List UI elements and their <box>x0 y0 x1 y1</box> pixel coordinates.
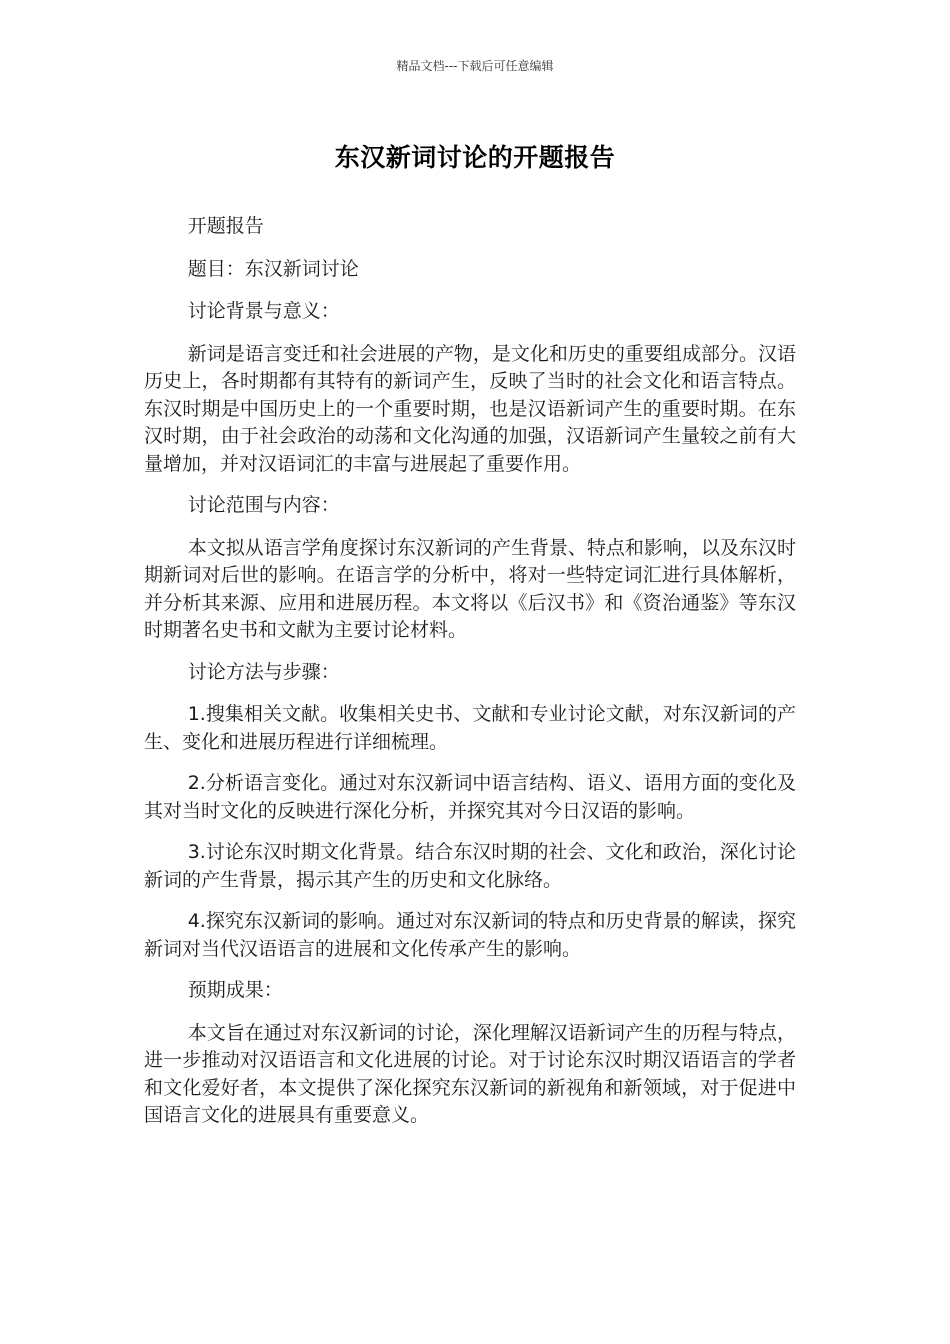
document-title: 东汉新词讨论的开题报告 <box>334 143 616 172</box>
paragraph-outcomes: 本文旨在通过对东汉新词的讨论，深化理解汉语新词产生的历程与特点，进一步推动对汉语语言和文化进展的讨论。对于讨论东汉时期汉语语言的学者和文化爱好者，本文提供了深化探究东汉新词的新视角和新领域，对于促进中国语言文化的进展具有重要意义。 <box>144 1021 796 1126</box>
document-body <box>144 213 796 1144</box>
header-note: 精品文档---下载后可任意编辑 <box>396 59 554 73</box>
heading-scope: 讨论范围与内容： <box>187 494 340 516</box>
heading-background: 讨论背景与意义： <box>187 300 340 322</box>
heading-outcomes: 预期成果： <box>187 979 283 1001</box>
paragraph-scope: 本文拟从语言学角度探讨东汉新词的产生背景、特点和影响，以及东汉时期新词对后世的影响。在语言学的分析中，将对一些特定词汇进行具体解析，并分析其来源、应用和进展历程。本文将以《后汉书》和《资治通鉴》等东汉时期著名史书和文献为主要讨论材料。 <box>144 536 796 641</box>
section-label-report: 开题报告 <box>187 215 264 237</box>
method-step-1: 1.搜集相关文献。收集相关史书、文献和专业讨论文献，对东汉新词的产生、变化和进展历程进行详细梳理。 <box>144 703 796 753</box>
heading-methods: 讨论方法与步骤： <box>187 660 340 683</box>
method-step-3: 3.讨论东汉时期文化背景。结合东汉时期的社会、文化和政治，深化讨论新词的产生背景，揭示其产生的历史和文化脉络。 <box>144 841 796 891</box>
paragraph-background: 新词是语言变迁和社会进展的产物，是文化和历史的重要组成部分。汉语历史上，各时期都有其特有的新词产生，反映了当时的社会文化和语言特点。东汉时期是中国历史上的一个重要时期，也是汉语新词产生的重要时期。在东汉时期，由于社会政治的动荡和文化沟通的加强，汉语新词产生量较之前有大量增加，并对汉语词汇的丰富与进展起了重要作用。 <box>144 342 796 475</box>
method-step-4: 4.探究东汉新词的影响。通过对东汉新词的特点和历史背景的解读，探究新词对当代汉语语言的进展和文化传承产生的影响。 <box>144 910 796 960</box>
topic-line: 题目：东汉新词讨论 <box>187 257 359 280</box>
method-step-2: 2.分析语言变化。通过对东汉新词中语言结构、语义、语用方面的变化及其对当时文化的反映进行深化分析，并探究其对今日汉语的影响。 <box>144 772 796 822</box>
